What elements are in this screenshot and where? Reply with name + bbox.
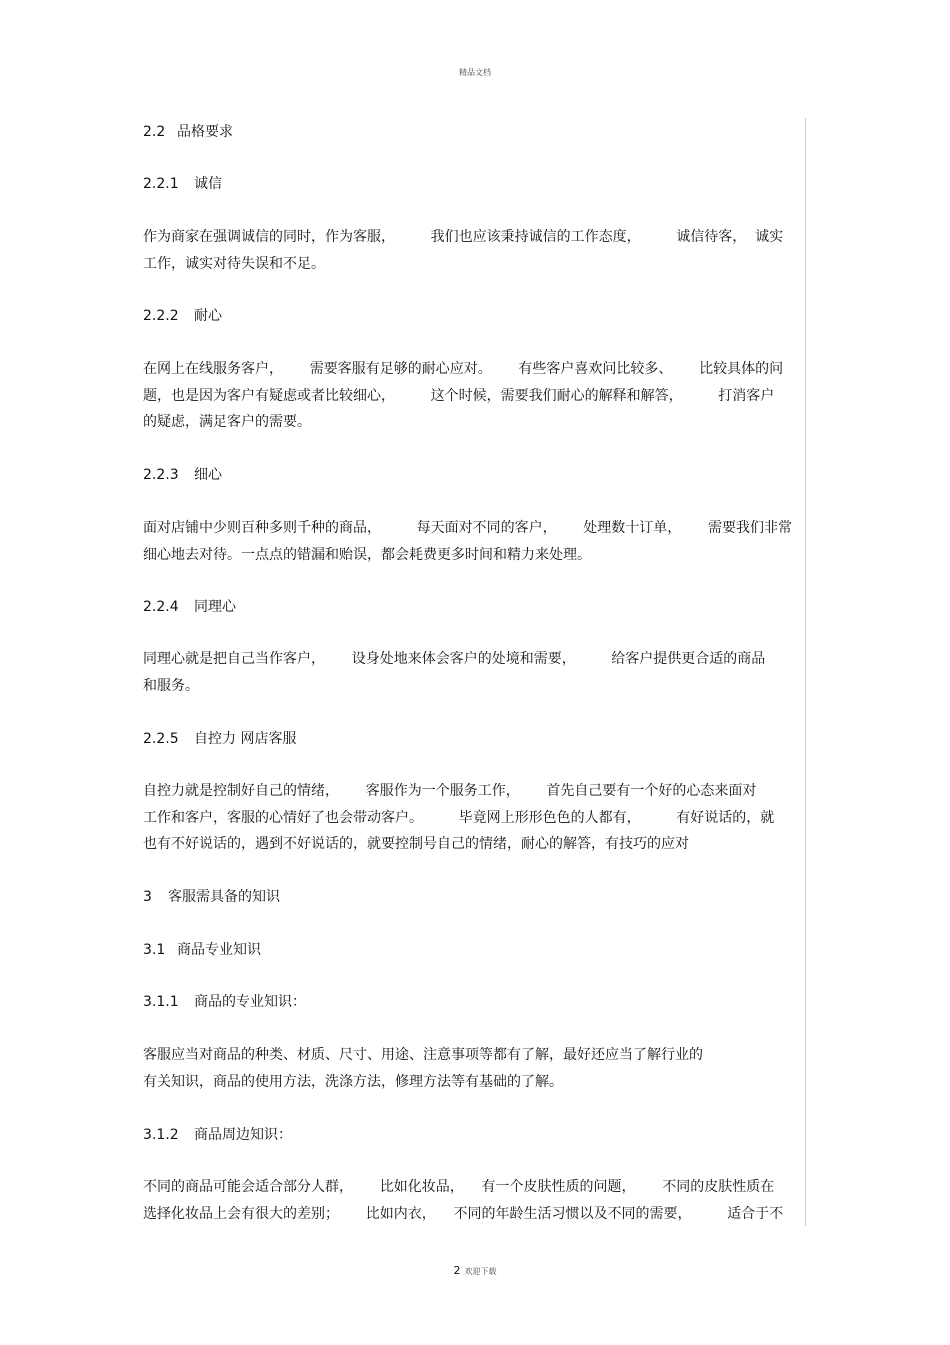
heading-title: 自控力 网店客服 xyxy=(194,731,297,747)
text-line: 自控力就是控制好自己的情绪， 客服作为一个服务工作， 首先自己要有一个好的心态来面对 xyxy=(143,783,757,799)
text-line: 细心地去对待。一点点的错漏和贻误，都会耗费更多时间和精力来处理。 xyxy=(143,546,591,563)
paragraph-self-control xyxy=(143,778,805,858)
text-line: 在网上在线服务客户， 需要客服有足够的耐心应对。 有些客户喜欢问比较多、 比较具体的问 xyxy=(143,361,784,377)
text-line: 作为商家在强调诚信的同时，作为客服， 我们也应该秉持诚信的工作态度， 诚信待客， 诚实 xyxy=(143,229,784,245)
right-margin-rule xyxy=(805,118,806,1226)
paragraph-empathy xyxy=(143,646,805,699)
heading-3-1-2 xyxy=(143,1126,292,1144)
heading-number: 2.2.1 xyxy=(143,176,179,192)
heading-number: 2.2.3 xyxy=(143,467,179,483)
heading-title: 同理心 xyxy=(194,599,236,615)
text-line: 有关知识，商品的使用方法，洗涤方法，修理方法等有基础的了解。 xyxy=(143,1073,563,1090)
heading-number: 2.2.2 xyxy=(143,308,179,324)
heading-2-2 xyxy=(143,123,233,141)
text-line: 题，也是因为客户有疑虑或者比较细心， 这个时候，需要我们耐心的解释和解答， 打消客户 xyxy=(143,387,775,404)
text-line: 客服应当对商品的种类、材质、尺寸、用途、注意事项等都有了解，最好还应当了解行业的 xyxy=(143,1047,703,1063)
heading-2-2-1 xyxy=(143,175,222,193)
heading-3 xyxy=(143,888,280,906)
text-line: 也有不好说话的，遇到不好说话的，就要控制号自己的情绪，耐心的解答，有技巧的应对 xyxy=(143,836,689,852)
page-number: 2 xyxy=(453,1264,461,1277)
heading-3-1-1 xyxy=(143,993,306,1011)
text-line: 选择化妆品上会有很大的差别； 比如内衣， 不同的年龄生活习惯以及不同的需要， 适合于不 xyxy=(143,1205,784,1222)
text-line: 面对店铺中少则百种多则千种的商品， 每天面对不同的客户， 处理数十订单， 需要我们非常 xyxy=(143,520,793,536)
heading-title: 客服需具备的知识 xyxy=(168,889,280,905)
heading-number: 2.2 xyxy=(143,124,166,140)
heading-number: 3.1.2 xyxy=(143,1127,179,1143)
heading-2-2-3 xyxy=(143,466,222,484)
paragraph-integrity xyxy=(143,224,805,277)
page-header: 精品文档 xyxy=(459,68,491,77)
heading-title: 诚信 xyxy=(194,176,222,192)
text-line: 不同的商品可能会适合部分人群， 比如化妆品， 有一个皮肤性质的问题， 不同的皮肤性质在 xyxy=(143,1179,775,1195)
page-footer xyxy=(0,1259,950,1278)
heading-title: 商品周边知识： xyxy=(194,1127,292,1143)
heading-title: 商品专业知识 xyxy=(177,942,261,958)
heading-2-2-2 xyxy=(143,307,222,325)
heading-2-2-5 xyxy=(143,730,296,748)
heading-title: 细心 xyxy=(194,467,222,483)
heading-2-2-4 xyxy=(143,598,236,616)
heading-title: 耐心 xyxy=(194,308,222,324)
paragraph-product-knowledge xyxy=(143,1042,805,1095)
heading-number: 2.2.4 xyxy=(143,599,179,615)
paragraph-carefulness xyxy=(143,515,805,568)
paragraph-peripheral-knowledge xyxy=(143,1174,805,1227)
heading-3-1 xyxy=(143,941,261,959)
heading-number: 2.2.5 xyxy=(143,731,179,747)
download-label: 欢迎下载 xyxy=(464,1267,497,1276)
text-line: 工作，诚实对待失误和不足。 xyxy=(143,255,325,272)
paragraph-patience xyxy=(143,356,805,436)
text-line: 的疑虑，满足客户的需要。 xyxy=(143,414,311,430)
text-line: 和服务。 xyxy=(143,677,199,694)
text-line: 工作和客户，客服的心情好了也会带动客户。 毕竟网上形形色色的人都有， 有好说话的，就 xyxy=(143,809,775,826)
heading-number: 3.1 xyxy=(143,942,166,958)
heading-title: 商品的专业知识： xyxy=(194,994,306,1010)
heading-title: 品格要求 xyxy=(177,124,233,140)
heading-number: 3.1.1 xyxy=(143,994,179,1010)
text-line: 同理心就是把自己当作客户， 设身处地来体会客户的处境和需要， 给客户提供更合适的商品 xyxy=(143,651,766,667)
heading-number: 3 xyxy=(143,889,152,905)
